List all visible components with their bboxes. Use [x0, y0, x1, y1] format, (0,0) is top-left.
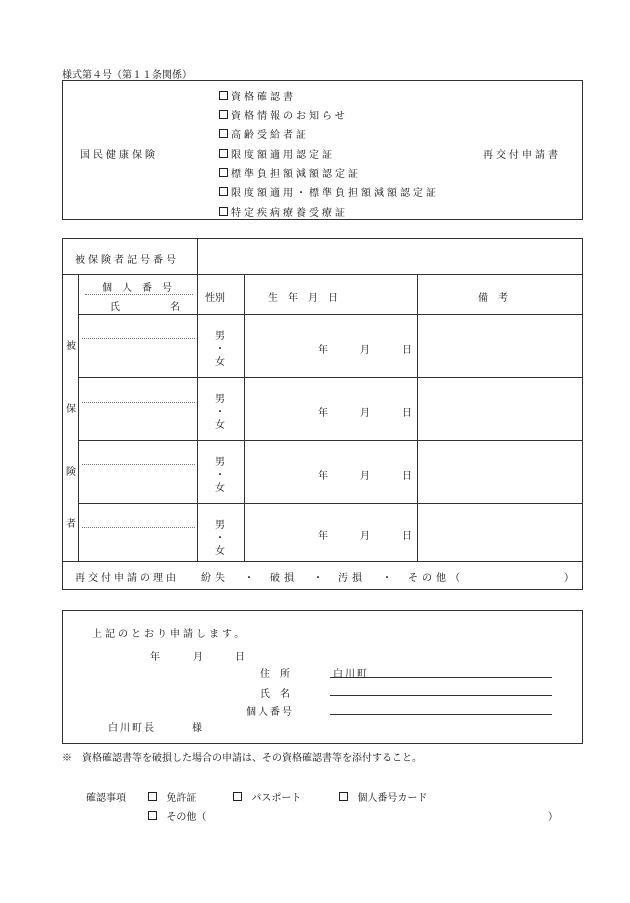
side-label: 険: [66, 467, 76, 478]
birth-month: 月: [360, 471, 370, 482]
application-year: 年: [150, 652, 160, 663]
name-input[interactable]: [82, 341, 195, 375]
reason-label: 再交付申請の理由: [75, 573, 179, 584]
verification-option-license[interactable]: 免許証: [148, 789, 196, 804]
col-personal-number: 個人番号: [102, 283, 182, 294]
checkbox-icon[interactable]: [233, 792, 242, 801]
form-number: 様式第４号（第１１条関係）: [62, 70, 192, 81]
certificate-option[interactable]: 資格情報のお知らせ: [219, 107, 348, 122]
verification-label: 確認事項: [86, 793, 126, 804]
checkbox-icon[interactable]: [219, 207, 228, 216]
birth-day: 日: [402, 471, 412, 482]
birth-year: 年: [318, 408, 328, 419]
personal-number-input[interactable]: [82, 506, 195, 526]
insurance-type: 国民健康保険: [80, 150, 158, 161]
name-input[interactable]: [82, 405, 195, 439]
side-label: 保: [66, 404, 76, 415]
checkbox-icon[interactable]: [219, 168, 228, 177]
reason-separator: ・: [382, 573, 392, 584]
checkbox-icon[interactable]: [219, 187, 228, 196]
gender-dot: ・: [215, 344, 225, 355]
certificate-option[interactable]: 資格確認書: [219, 88, 296, 103]
side-label: 被: [66, 341, 76, 352]
reason-separator: ・: [244, 573, 254, 584]
col-gender: 性別: [205, 293, 225, 304]
col-name-last: 名: [170, 302, 180, 313]
personal-number-input[interactable]: [82, 443, 195, 463]
application-month: 月: [193, 652, 203, 663]
gender-female[interactable]: 女: [215, 483, 225, 494]
certificate-option[interactable]: 限度額適用・標準負担額減額認定証: [219, 184, 439, 199]
applicant-name-field[interactable]: [330, 680, 552, 694]
checkbox-icon[interactable]: [148, 792, 157, 801]
gender-dot: ・: [215, 533, 225, 544]
personal-number-label: 個人番号: [246, 707, 294, 718]
application-day: 日: [235, 652, 245, 663]
checkbox-icon[interactable]: [219, 149, 228, 158]
address-value[interactable]: 白川町: [333, 669, 369, 680]
col-name-first: 氏: [110, 302, 120, 313]
col-birth: 生 年 月 日: [268, 293, 338, 304]
verification-option-mynumber[interactable]: 個人番号カード: [339, 789, 427, 804]
certificate-option[interactable]: 特定疾病療養受療証: [219, 204, 348, 219]
gender-male[interactable]: 男: [215, 457, 225, 468]
certificate-option[interactable]: 標準負担額減額認定証: [219, 165, 361, 180]
insured-number-field[interactable]: [200, 243, 580, 271]
certificate-option[interactable]: 限度額適用認定証: [219, 146, 335, 161]
birth-month: 月: [360, 408, 370, 419]
gender-male[interactable]: 男: [215, 520, 225, 531]
reason-lost[interactable]: 紛失: [201, 573, 229, 584]
checkbox-icon[interactable]: [339, 792, 348, 801]
reason-close-paren: ）: [564, 573, 574, 584]
col-remarks: 備 考: [478, 293, 508, 304]
name-input[interactable]: [82, 530, 195, 560]
gender-female[interactable]: 女: [215, 546, 225, 557]
verification-option-other[interactable]: その他（: [148, 808, 206, 823]
checkbox-icon[interactable]: [219, 110, 228, 119]
applicant-personal-number-field[interactable]: [330, 699, 552, 713]
document-title: 再交付申請書: [483, 150, 561, 161]
name-input[interactable]: [82, 467, 195, 501]
birth-day: 日: [402, 408, 412, 419]
birth-day: 日: [402, 531, 412, 542]
gender-male[interactable]: 男: [215, 331, 225, 342]
honorific: 様: [192, 723, 202, 734]
gender-dot: ・: [215, 407, 225, 418]
birth-year: 年: [318, 345, 328, 356]
gender-female[interactable]: 女: [215, 357, 225, 368]
reason-separator: ・: [313, 573, 323, 584]
gender-dot: ・: [215, 470, 225, 481]
name-label: 氏 名: [260, 689, 290, 700]
checkbox-icon[interactable]: [219, 91, 228, 100]
checkbox-icon[interactable]: [148, 811, 157, 820]
verification-close-paren: ）: [548, 812, 558, 823]
gender-male[interactable]: 男: [215, 394, 225, 405]
reason-other[interactable]: その他（: [408, 573, 464, 584]
verification-option-passport[interactable]: パスポート: [233, 789, 301, 804]
gender-female[interactable]: 女: [215, 420, 225, 431]
note: ※ 資格確認書等を破損した場合の申請は、その資格確認書等を添付すること。: [62, 753, 422, 764]
birth-month: 月: [360, 531, 370, 542]
reason-soiled[interactable]: 汚損: [338, 573, 366, 584]
addressee: 白川町長: [108, 723, 156, 734]
address-label: 住 所: [260, 669, 290, 680]
birth-month: 月: [360, 345, 370, 356]
certificate-option[interactable]: 高齢受給者証: [219, 126, 309, 141]
checkbox-icon[interactable]: [219, 129, 228, 138]
personal-number-input[interactable]: [82, 317, 195, 337]
application-statement: 上記のとおり申請します。: [92, 629, 248, 640]
birth-year: 年: [318, 531, 328, 542]
side-label: 者: [66, 519, 76, 530]
personal-number-input[interactable]: [82, 381, 195, 401]
birth-year: 年: [318, 471, 328, 482]
insured-number-label: 被保険者記号番号: [75, 255, 179, 266]
birth-day: 日: [402, 345, 412, 356]
reason-damaged[interactable]: 破損: [270, 573, 298, 584]
